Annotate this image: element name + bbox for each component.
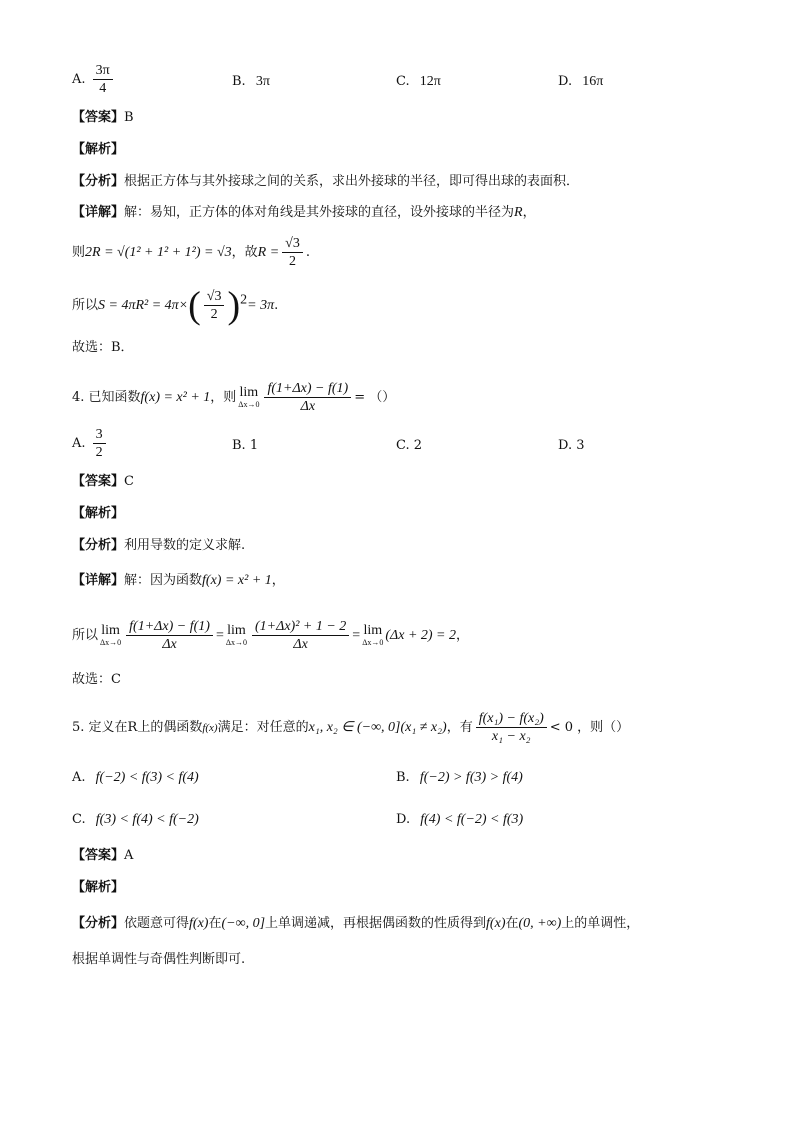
q3-area-fraction: $\frac{√3}{2}$ <box>204 288 225 323</box>
q4-option-c: C. 2 <box>396 438 423 453</box>
q4-option-d: D. 3 <box>558 438 585 453</box>
q3-option-c: C. 12π <box>396 74 441 89</box>
q4-xiangjie: 【详解】解：因为函数f(x) = x² + 1， <box>72 573 285 588</box>
q4-fenxi: 【分析】利用导数的定义求解. <box>72 538 246 553</box>
q5-analysis-heading: 【解析】 <box>72 880 125 895</box>
q4-answer: 【答案】C <box>72 474 134 489</box>
q5-answer: 【答案】A <box>72 848 134 863</box>
q4-calc-limit-2: lim Δx→0 <box>225 623 247 647</box>
q3-radius-fraction: $\frac{√3}{2}$ <box>282 235 303 270</box>
q3-option-a-fraction: $\frac{3\pi}{4}$ <box>93 62 113 97</box>
q5-option-d: D. f(4) < f(−2) < f(3) <box>396 812 524 827</box>
q5-fenxi-line-2: 根据单调性与奇偶性判断即可. <box>72 952 246 967</box>
q3-radius-line: 则2R = √(1² + 1² + 1²) = √3，故R = $\frac{√3}{2}$ . <box>72 236 310 269</box>
q4-calc-fraction-1: $\frac{f(1+\Delta x) - f(1)}{\Delta x}$ <box>126 618 213 653</box>
q3-xiangjie: 【详解】解：易知，正方体的体对角线是其外接球的直径，设外接球的半径为R， <box>72 205 536 220</box>
q4-stem-limit: lim Δx→0 <box>238 385 260 409</box>
q4-calc-fraction-2: $\frac{\text{(1+Δx)² + 1 − 2}}{\Delta x}$ <box>252 618 349 653</box>
q5-fenxi-line-1: 【分析】依题意可得f(x)在(−∞, 0]上单调递减，再根据偶函数的性质得到f(x)在(0, +∞)上的单调性， <box>72 916 640 931</box>
q5-stem: 5. 定义在R上的偶函数f(x)满足：对任意的x₁, x₂ ∈ (−∞, 0](x₁ ≠ x₂)，有 $\frac{\text{f(x₁) − f(x₂)}}{\text{x₁ − x₂}}$ < 0 ，则（） <box>72 711 630 744</box>
q3-conclusion: 故选：B． <box>72 340 134 355</box>
q4-calculation: 所以 lim Δx→0 $\frac{f(1+\Delta x) - f(1)}{\Delta x}$ = lim Δx→0 $\frac{\text{(1+Δx)² + 1 − 2}}{\Delta x}$ = lim Δx→0 (Δx + 2) = 2， <box>72 619 470 652</box>
q3-analysis-heading: 【解析】 <box>72 142 125 157</box>
q5-option-c: C. f(3) < f(4) < f(−2) <box>72 812 199 827</box>
q4-stem: 4. 已知函数f(x) = x² + 1，则 lim Δx→0 $\frac{f(1+\Delta x) - f(1)}{\Delta x}$ = （） <box>72 381 396 414</box>
q4-option-b: B. 1 <box>232 438 259 453</box>
q4-conclusion: 故选：C <box>72 672 121 687</box>
q5-option-a: A. f(−2) < f(3) < f(4) <box>72 770 199 785</box>
q4-calc-limit-1: lim Δx→0 <box>100 623 122 647</box>
q3-option-a: A. $\frac{3\pi}{4}$ <box>72 62 116 97</box>
q3-area-line: 所以S = 4πR² = 4π×( $\frac{√3}{2}$ )$^2$= 3π. <box>72 284 279 327</box>
q3-option-b: B. 3π <box>232 74 270 89</box>
q4-option-a-fraction: $\frac{3}{2}$ <box>93 426 106 461</box>
q5-stem-fraction: $\frac{\text{f(x₁) − f(x₂)}}{\text{x₁ − x₂}}$ <box>476 710 547 745</box>
q4-option-a: A. $\frac{3}{2}$ <box>72 426 109 461</box>
q5-option-b: B. f(−2) > f(3) > f(4) <box>396 770 523 785</box>
q3-fenxi: 【分析】根据正方体与其外接球之间的关系，求出外接球的半径，即可得出球的表面积． <box>72 174 580 189</box>
q4-stem-fraction: $\frac{f(1+\Delta x) - f(1)}{\Delta x}$ <box>264 380 351 415</box>
q4-calc-limit-3: lim Δx→0 <box>362 623 384 647</box>
q4-analysis-heading: 【解析】 <box>72 506 125 521</box>
q3-option-d: D. 16π <box>558 74 604 89</box>
q3-answer: 【答案】B <box>72 110 134 125</box>
